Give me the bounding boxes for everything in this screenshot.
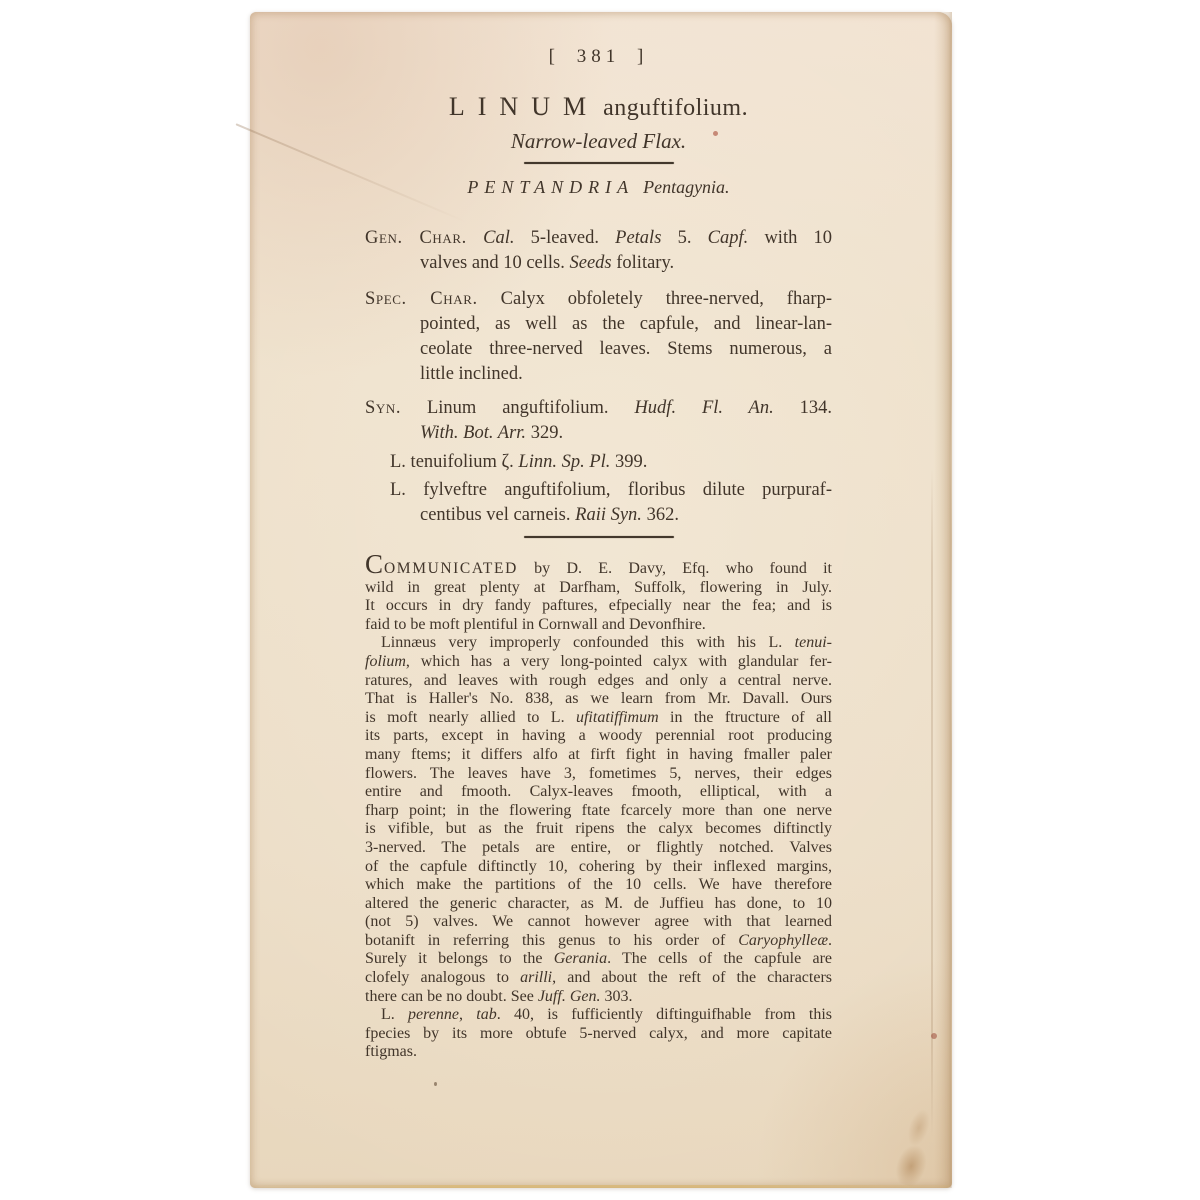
text-run: Linn. Sp. Pl. xyxy=(518,452,611,472)
text-run: With. Bot. Arr. xyxy=(420,423,527,443)
text-line xyxy=(365,988,832,1007)
text-column xyxy=(365,46,832,1062)
text-line xyxy=(365,579,832,598)
text-run: 3-nerved. The petals are entire, or flightly notched. Valves xyxy=(365,838,832,856)
text-run: 303. xyxy=(600,987,633,1005)
text-run: . The cells of the capfule are xyxy=(607,950,833,968)
paper-speck xyxy=(434,1082,437,1086)
text-run: . 40, is fufficiently diftinguifhable from this xyxy=(496,1006,833,1024)
spec-char-section xyxy=(365,287,832,387)
text-run: pointed, as well as the capfule, and linear-lan- xyxy=(420,314,832,334)
description-text xyxy=(365,551,832,1062)
text-line xyxy=(365,858,832,877)
text-run: 134. xyxy=(773,398,833,418)
text-line xyxy=(365,634,832,653)
text-run: (not 5) valves. We cannot however agree with that learned xyxy=(365,913,832,931)
text-line xyxy=(365,616,832,635)
text-line xyxy=(365,672,832,691)
text-run: entire and fmooth. Calyx-leaves fmooth, elliptical, with a xyxy=(365,783,832,801)
text-line xyxy=(365,709,832,728)
text-run: ratures, and leaves with rough edges and only a central nerve. xyxy=(365,671,832,689)
entry-title xyxy=(365,92,832,123)
text-run: valves and 10 cells. xyxy=(420,253,570,273)
text-run: , xyxy=(458,1006,477,1024)
text-run: 5-leaved. xyxy=(514,228,616,248)
syn-sylvestre xyxy=(365,478,832,528)
text-run: tab xyxy=(476,1006,497,1024)
text-line xyxy=(365,287,832,312)
text-run: It occurs in dry fandy paftures, efpecially near the fea; and is xyxy=(365,597,832,615)
text-run: folitary. xyxy=(611,253,675,273)
text-run: which make the partitions of the 10 cells. We have therefore xyxy=(365,876,832,894)
text-run: Juff. Gen. xyxy=(537,987,601,1005)
text-run: there can be no doubt. See xyxy=(365,987,538,1005)
text-run: altered the generic character, as M. de Juffieu has done, to 10 xyxy=(365,894,832,912)
text-line xyxy=(365,950,832,969)
class-order: PENTANDRIA xyxy=(467,177,635,197)
text-run: ceolate three-nerved leaves. Stems numerous, a xyxy=(420,339,832,359)
text-line xyxy=(365,396,832,421)
text-run: 329. xyxy=(526,423,564,443)
text-line xyxy=(365,1006,832,1025)
text-run: L. tenuifolium ζ. xyxy=(390,452,519,472)
text-line xyxy=(365,1043,832,1062)
text-run: OMMUNICATED xyxy=(384,560,518,577)
syn-tenuifolium xyxy=(365,450,832,475)
species-name: anguftifolium. xyxy=(603,95,749,121)
text-line xyxy=(390,478,832,503)
text-run: 399. xyxy=(610,452,648,472)
text-run: with 10 xyxy=(748,228,833,248)
paragraph-perenne xyxy=(365,1006,832,1062)
text-line xyxy=(365,820,832,839)
text-run: Capf. xyxy=(707,228,749,248)
gilt-bottom-edge xyxy=(252,1185,950,1188)
text-run: Petals xyxy=(615,228,662,248)
text-run: L. xyxy=(381,1006,409,1024)
text-line xyxy=(365,913,832,932)
text-line xyxy=(420,362,832,387)
text-run: is vifible, but as the fruit ripens the calyx becomes diftinctly xyxy=(365,820,832,838)
text-run: clofely analogous to xyxy=(365,969,521,987)
divider-rule xyxy=(524,162,674,164)
text-line xyxy=(365,597,832,616)
text-line xyxy=(420,251,832,276)
text-run: ftigmas. xyxy=(365,1043,417,1061)
text-run: Surely it belongs to the xyxy=(365,950,554,968)
text-run: Gerania xyxy=(553,950,608,968)
text-run: , which has a very long-pointed calyx with glandular fer- xyxy=(405,652,832,670)
text-run: Caryophylleæ xyxy=(738,931,828,949)
text-run: botanift in referring this genus to his order of xyxy=(365,931,739,949)
text-run: of the capfule diftinctly 10, cohering by their inflexed margins, xyxy=(365,857,832,875)
text-run: arilli xyxy=(520,969,553,987)
text-run: tenui- xyxy=(794,634,832,652)
text-run: C xyxy=(365,549,385,579)
text-run: centibus vel carneis. xyxy=(420,505,576,525)
text-run: Gen. Char. xyxy=(365,228,467,248)
paragraph-communicated xyxy=(365,551,832,634)
text-line xyxy=(365,895,832,914)
text-line xyxy=(365,802,832,821)
text-run: little inclined. xyxy=(420,364,523,384)
text-line xyxy=(365,690,832,709)
text-run: Cal. xyxy=(483,228,515,248)
text-line xyxy=(365,226,832,251)
text-run: fpecies by its more obtufe 5-nerved calyx, and more capitate xyxy=(365,1024,832,1042)
genus-name: LINUM xyxy=(448,92,600,121)
text-run: . xyxy=(828,931,832,949)
text-line xyxy=(365,932,832,951)
text-run: faid to be moft plentiful in Cornwall and Devonfhire. xyxy=(365,615,706,633)
text-run xyxy=(467,228,483,248)
text-line xyxy=(365,653,832,672)
text-line xyxy=(420,421,832,446)
text-run: 362. xyxy=(641,505,679,525)
text-run: Hudf. Fl. An. xyxy=(634,398,774,418)
text-run: folium xyxy=(365,652,406,670)
class-suborder: Pentagynia. xyxy=(643,177,730,197)
text-run: wild in great plenty at Darfham, Suffolk, flowering in July. xyxy=(365,578,832,596)
text-run: Syn. xyxy=(365,398,402,418)
text-run: That is Haller's No. 838, as we learn from Mr. Davall. Ours xyxy=(365,690,832,708)
book-page xyxy=(250,12,952,1188)
text-run: Linum anguftifolium. xyxy=(401,398,635,418)
text-line xyxy=(420,337,832,362)
deckle-edge xyxy=(934,12,952,1188)
divider-rule xyxy=(524,536,674,538)
classification-line xyxy=(365,175,832,199)
text-run: , and about the reft of the characters xyxy=(552,969,833,987)
text-run: perenne xyxy=(408,1006,459,1024)
text-line xyxy=(365,727,832,746)
text-run: L. fylveftre anguftifolium, floribus dilute purpuraf- xyxy=(390,480,832,500)
paper-speck xyxy=(931,1033,937,1039)
text-run: many ftems; it differs alfo at firft fight in having fmaller paler xyxy=(365,745,832,763)
common-name: Narrow-leaved Flax. xyxy=(510,129,687,153)
text-run: fharp point; in the flowering ftate fcarcely more than one nerve xyxy=(365,801,832,819)
text-line xyxy=(390,450,832,475)
text-run: in the ftructure of all xyxy=(658,708,833,726)
text-line xyxy=(365,746,832,765)
text-run: by D. E. Davy, Efq. who found it xyxy=(517,560,832,577)
text-line xyxy=(420,503,832,528)
text-line xyxy=(365,839,832,858)
text-line xyxy=(365,765,832,784)
text-run: Seeds xyxy=(569,253,612,273)
text-line xyxy=(420,312,832,337)
text-run: Spec. Char. xyxy=(365,289,478,309)
text-line xyxy=(365,969,832,988)
text-line xyxy=(365,551,832,579)
syn-section xyxy=(365,396,832,446)
page-number: [ 381 ] xyxy=(548,46,649,67)
text-run: Linnæus very improperly confounded this with his L. xyxy=(381,634,795,652)
text-run: its parts, except in having a woody perennial root producing xyxy=(365,727,832,745)
text-line xyxy=(365,876,832,895)
text-run: is moft nearly allied to L. xyxy=(365,708,576,726)
text-run: Calyx obfoletely three-nerved, fharp- xyxy=(477,289,832,309)
text-line xyxy=(365,783,832,802)
text-run: flowers. The leaves have 3, fometimes 5, nerves, their edges xyxy=(365,764,832,782)
text-run: Raii Syn. xyxy=(575,505,642,525)
gen-char-section xyxy=(365,226,832,276)
paragraph-discussion xyxy=(365,634,832,1006)
text-run: 5. xyxy=(661,228,708,248)
text-line xyxy=(365,1025,832,1044)
text-run: ufitatiffimum xyxy=(575,708,659,726)
